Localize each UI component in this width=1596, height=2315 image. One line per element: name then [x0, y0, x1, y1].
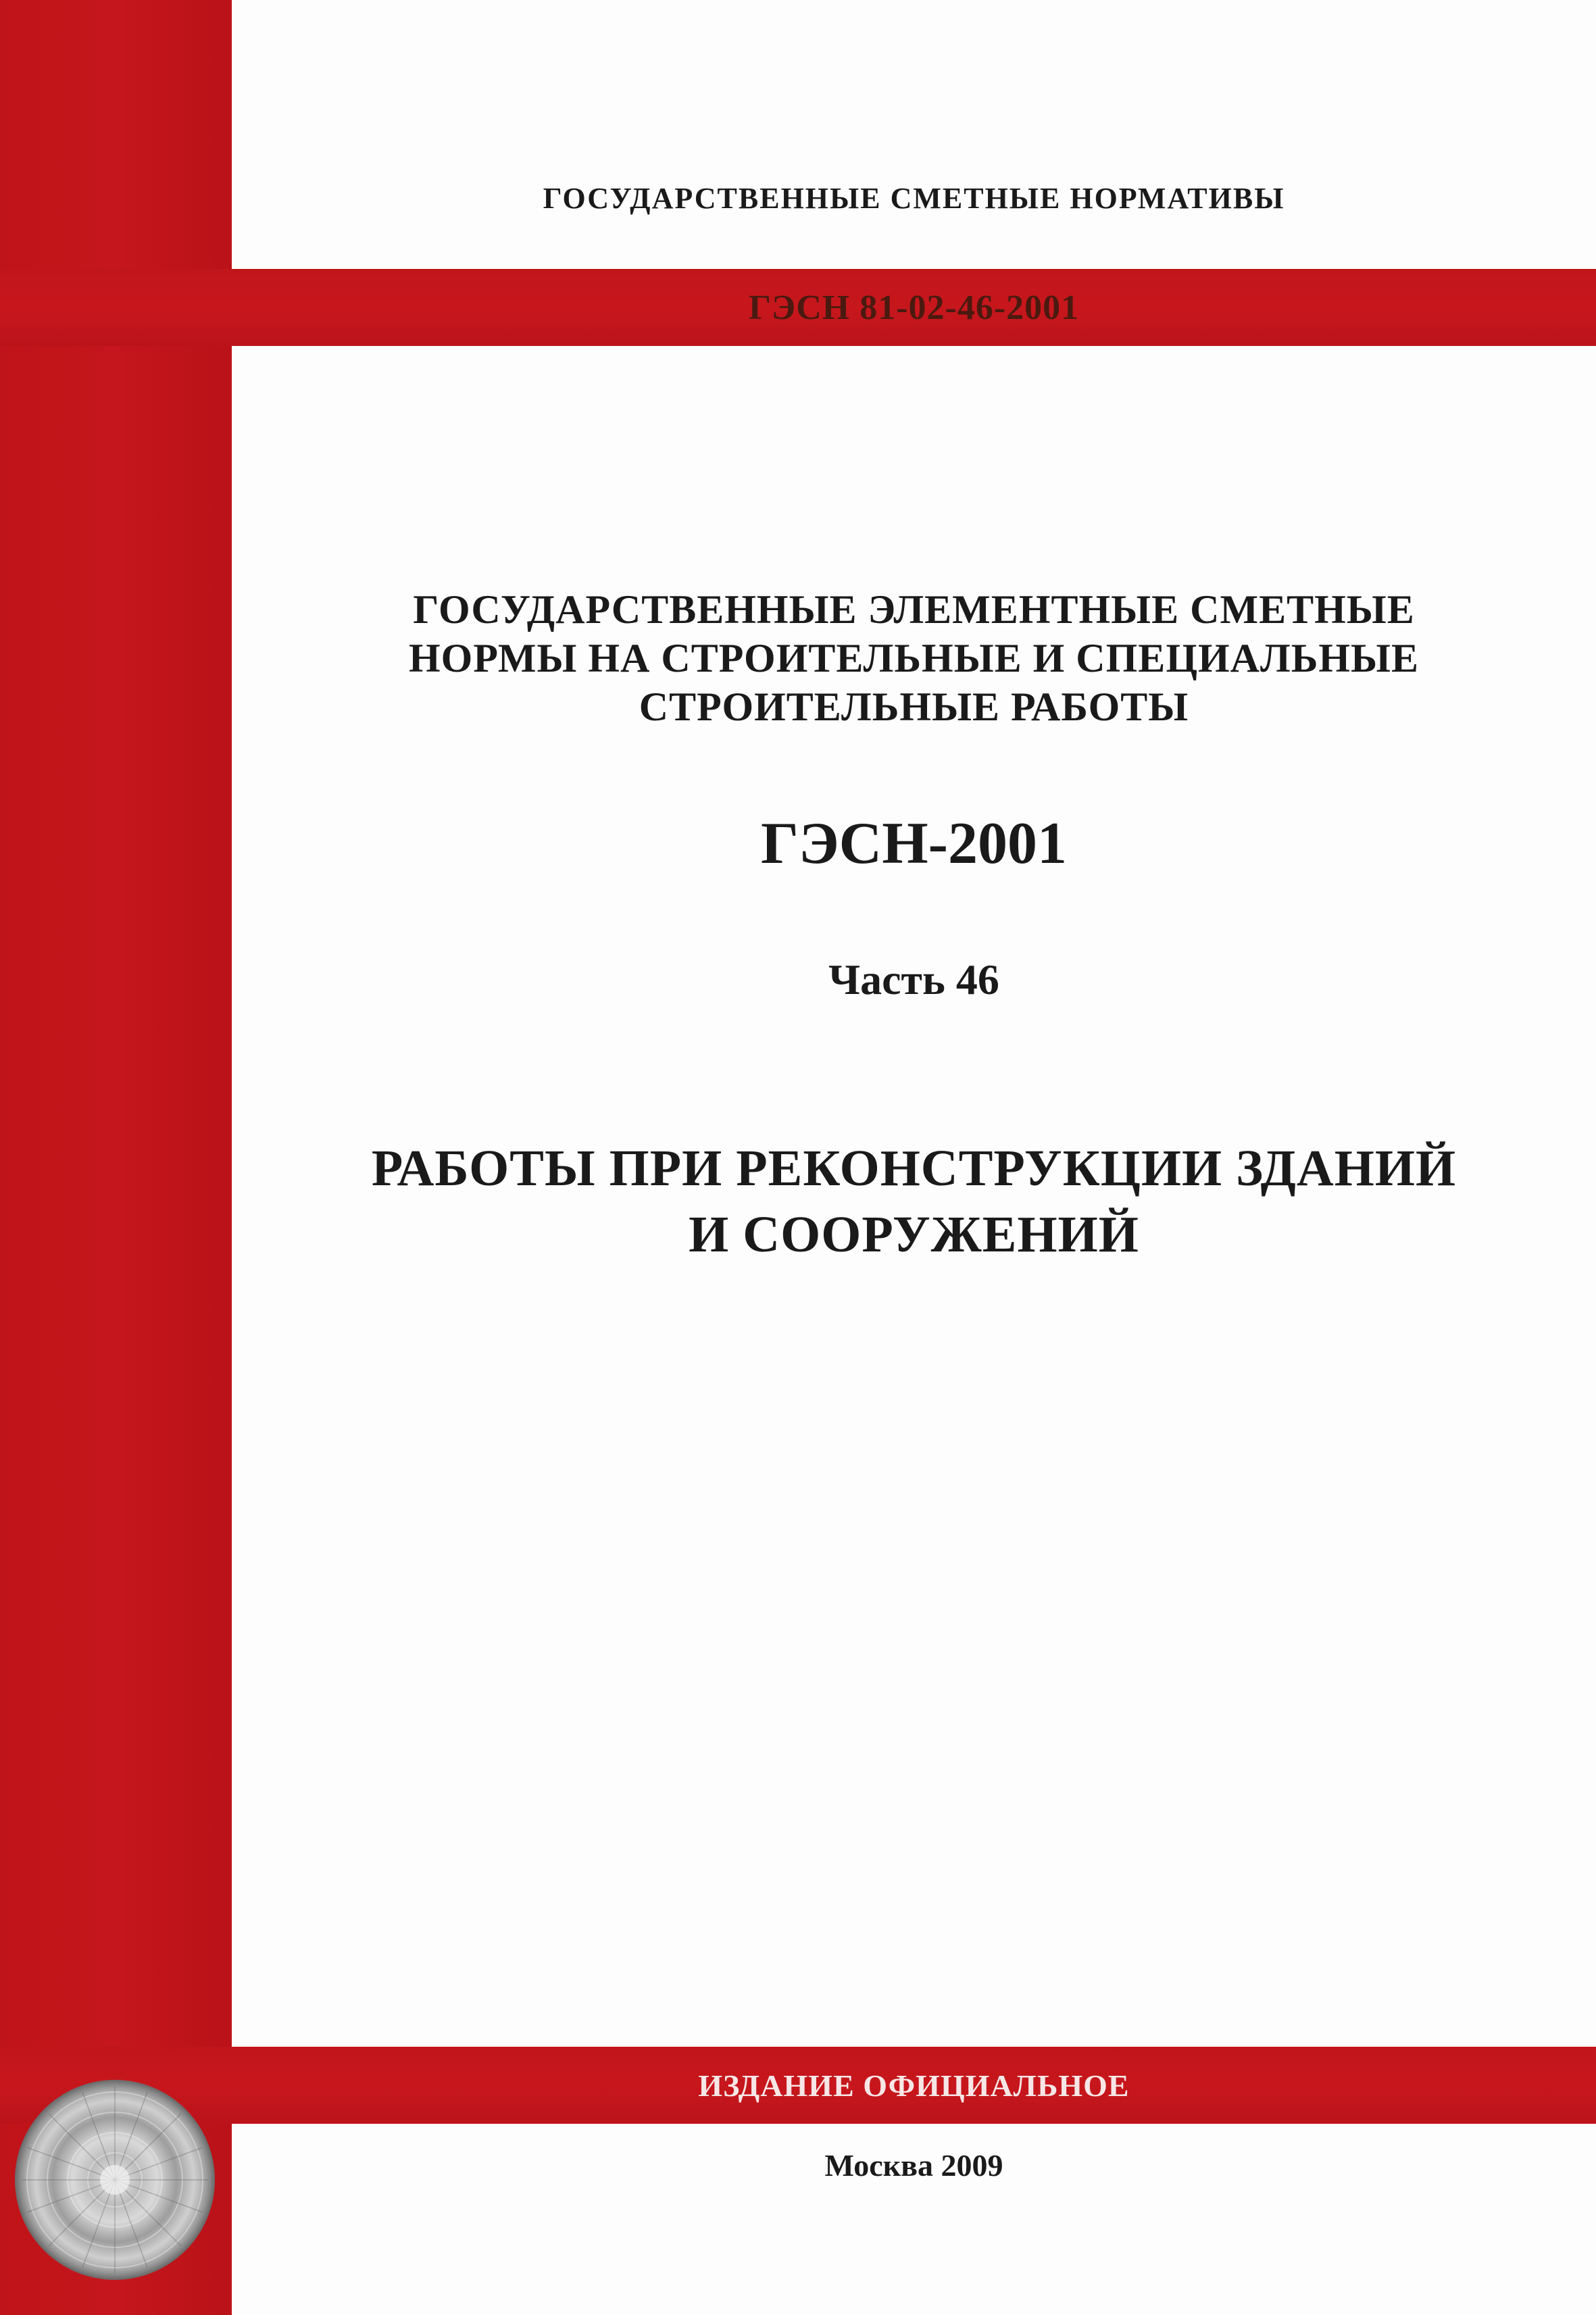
main-title-line: ГОСУДАРСТВЕННЫЕ ЭЛЕМЕНТНЫЕ СМЕТНЫЕ [413, 587, 1415, 632]
subject-title-line: РАБОТЫ ПРИ РЕКОНСТРУКЦИИ ЗДАНИЙ [371, 1140, 1457, 1197]
main-title-line: СТРОИТЕЛЬНЫЕ РАБОТЫ [639, 684, 1189, 729]
document-code: ГЭСН 81-02-46-2001 [748, 288, 1080, 327]
city-year: Москва 2009 [824, 2148, 1003, 2183]
main-title-line: НОРМЫ НА СТРОИТЕЛЬНЫЕ И СПЕЦИАЛЬНЫЕ [409, 636, 1419, 680]
edition-band [0, 2047, 1596, 2124]
code-band [0, 269, 1596, 346]
subject-title [232, 1135, 1596, 1268]
main-title [232, 585, 1596, 731]
red-side-bar [0, 0, 232, 2315]
hologram-seal-icon [15, 2080, 215, 2280]
header-title: ГОСУДАРСТВЕННЫЕ СМЕТНЫЕ НОРМАТИВЫ [543, 182, 1285, 215]
subject-title-line: И СООРУЖЕНИЙ [689, 1206, 1139, 1263]
part-number: Часть 46 [828, 955, 999, 1003]
hologram-pattern [15, 2080, 215, 2280]
edition-label: ИЗДАНИЕ ОФИЦИАЛЬНОЕ [698, 2068, 1130, 2103]
short-title: ГЭСН-2001 [761, 811, 1067, 876]
